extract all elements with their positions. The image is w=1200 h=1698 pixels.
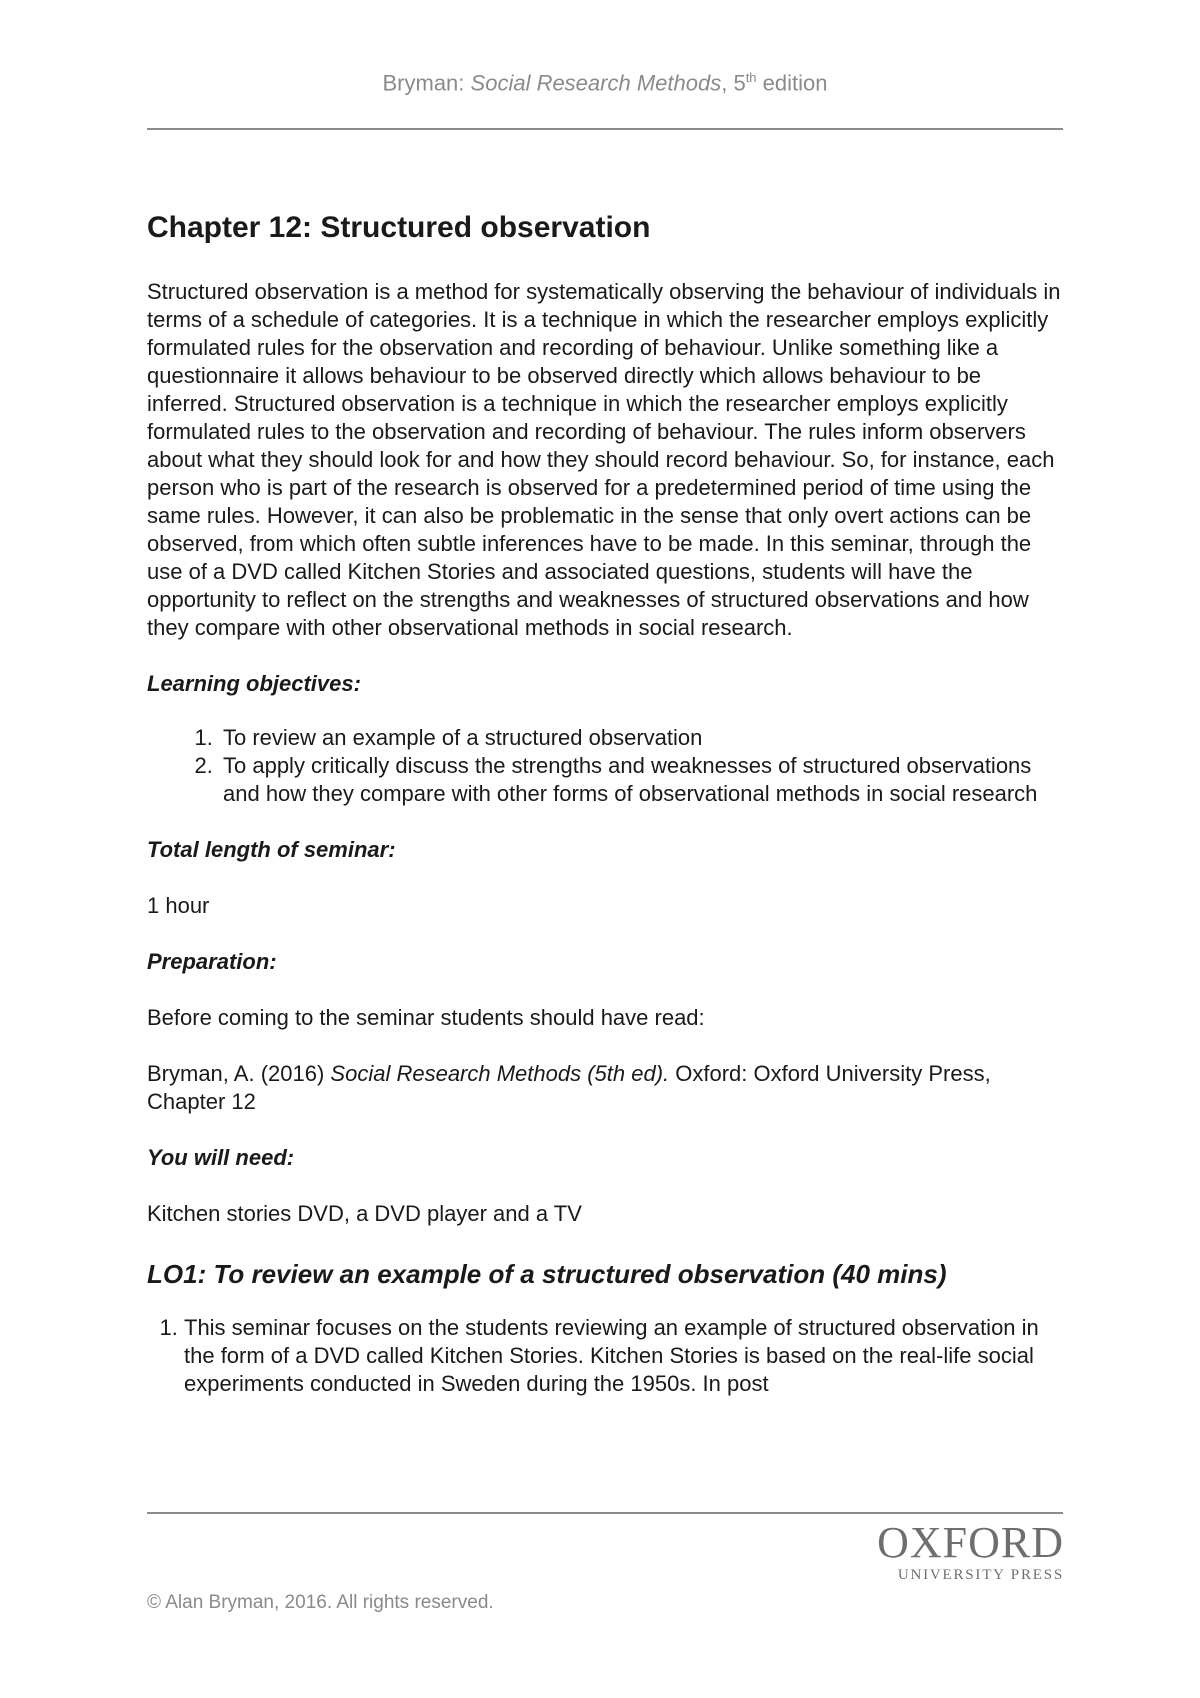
footer-divider: [147, 1512, 1063, 1514]
copyright-footer: © Alan Bryman, 2016. All rights reserved.: [147, 1592, 494, 1613]
objective-item: 2. To apply critically discuss the strengths and weaknesses of structured observations and how they compare with other forms of observational methods in social research: [219, 752, 1063, 808]
header-edition-sep: , 5: [721, 70, 746, 96]
reference-publisher: Oxford: Oxford University Press, Chapter 12: [147, 1061, 991, 1114]
header-edition-sup: th: [745, 70, 757, 85]
header-edition-tail: edition: [756, 70, 828, 96]
learning-objectives-heading: Learning objectives:: [147, 671, 361, 696]
learning-objectives-list: [147, 724, 1063, 808]
you-will-need-heading: You will need:: [147, 1145, 295, 1170]
lo1-step-item: 1. This seminar focuses on the students reviewing an example of structured observation in the form of a DVD called Kitchen Stories. Kitchen Stories is based on the real-life social experiments conducted in Sweden during the 1950s. In post: [184, 1314, 1063, 1398]
lo1-steps-list: [147, 1314, 1063, 1398]
preparation-heading: Preparation:: [147, 949, 277, 974]
seminar-length-heading: Total length of seminar:: [147, 837, 396, 862]
running-header: [147, 70, 1063, 96]
document-body: [147, 210, 1063, 1398]
logo-subtitle: UNIVERSITY PRESS: [897, 1567, 1064, 1583]
lo1-heading: LO1: To review an example of a structured observation (40 mins): [147, 1259, 947, 1289]
reference-title: Social Research Methods (5th ed).: [330, 1061, 670, 1086]
header-divider: [147, 128, 1063, 130]
header-book-title: Social Research Methods: [470, 70, 722, 96]
reference-author: Bryman, A. (2016): [147, 1061, 331, 1086]
objective-item: 1. To review an example of a structured observation: [219, 724, 1063, 752]
oxford-university-press-logo: [860, 1520, 1064, 1584]
seminar-length-value: 1 hour: [147, 893, 210, 918]
logo-wordmark: OXFORD: [877, 1518, 1064, 1567]
intro-paragraph: Structured observation is a method for systematically observing the behaviour of individuals in terms of a schedule of categories. It is a technique in which the researcher employs explicitly formulated rules for the observation and recording of behaviour. Unlike something like a questionnaire it allows behaviour to be observed directly which allows behaviour to be inferred. Structured observation is a technique in which the researcher employs explicitly formulated rules to the observation and recording of behaviour. The rules inform observers about what they should look for and how they should record behaviour. So, for instance, each person who is part of the research is observed for a predetermined period of time using the same rules. However, it can also be problematic in the sense that only overt actions can be observed, from which often subtle inferences have to be made. In this seminar, through the use of a DVD called Kitchen Stories and associated questions, students will have the opportunity to reflect on the strengths and weaknesses of structured observations and how they compare with other observational methods in social research.: [147, 279, 1061, 640]
chapter-title: Chapter 12: Structured observation: [147, 211, 651, 244]
header-author: Bryman:: [382, 70, 471, 96]
you-will-need-text: Kitchen stories DVD, a DVD player and a TV: [147, 1201, 582, 1226]
preparation-text: Before coming to the seminar students should have read:: [147, 1005, 705, 1030]
preparation-reference: [147, 1060, 1063, 1116]
